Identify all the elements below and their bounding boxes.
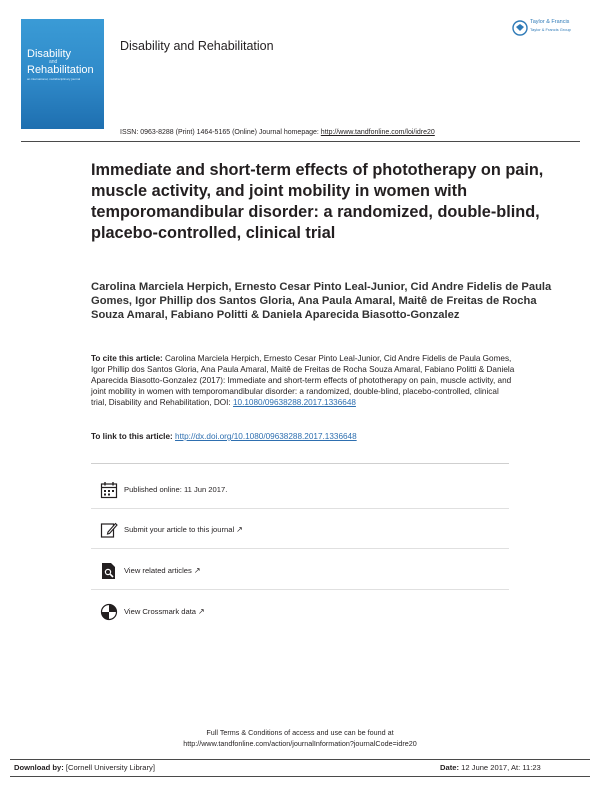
publisher-name: Taylor & Francis Taylor & Francis Group (530, 19, 571, 32)
article-link-label: To link to this article: (91, 432, 173, 441)
crossmark-link[interactable]: View Crossmark data (124, 607, 197, 616)
citation-text: Carolina Marciela Herpich, Ernesto Cesar Pinto Leal-Junior, Cid Andre Fidelis de Paula Gomes, Igor Phillip dos Santos Gloria, Ana Paula Amaral, Maitê de Freitas de Rocha Souza Amaral, Fabiano Politti & Daniela Aparecida Biasotto-Gonzalez (2017): Immediate and short-term effects of phototherapy on pain, muscle activity, and joint mobility in women with temporomandibular disorder: a randomized, double-blind, placebo-controlled, clinical trial, Disability and Rehabilitation, DOI: (91, 354, 515, 407)
row-divider (91, 548, 509, 549)
journal-name: Disability and Rehabilitation (120, 39, 274, 53)
footer-divider-bottom (10, 776, 590, 777)
terms-link[interactable]: http://www.tandfonline.com/action/journalInformation?journalCode=idre20 (183, 739, 417, 748)
cover-title: Disability and Rehabilitation (27, 48, 94, 76)
terms-and-conditions (0, 727, 600, 749)
citation-block (91, 353, 516, 408)
links-divider (91, 463, 509, 464)
citation-label: To cite this article: (91, 354, 163, 363)
header-divider (21, 141, 580, 142)
journal-homepage-link[interactable]: http://www.tandfonline.com/loi/idre20 (320, 129, 435, 136)
crossmark-icon (100, 603, 118, 621)
external-link-icon: ↗ (198, 607, 205, 616)
issn-line: ISSN: 0963-8288 (Print) 1464-5165 (Online) Journal homepage: http://www.tandfonline.com/loi/idre20 (120, 129, 435, 136)
article-title: Immediate and short-term effects of phototherapy on pain, muscle activity, and joint mobility in women with temporomandibular disorder: a randomized, double-blind, placebo-controlled, clinical trial (91, 161, 544, 242)
journal-cover (21, 19, 104, 129)
external-link-icon: ↗ (193, 566, 201, 575)
row-divider (91, 589, 509, 590)
footer-divider (10, 759, 590, 760)
edit-icon (100, 521, 118, 539)
related-articles-link[interactable]: View related articles (124, 566, 192, 575)
submit-article-row[interactable] (100, 521, 500, 541)
published-online-text: Published online: 11 Jun 2017. (124, 485, 228, 494)
published-online-row (100, 481, 500, 501)
crossmark-row[interactable] (100, 603, 500, 623)
citation-doi-link[interactable]: 10.1080/09638288.2017.1336648 (233, 398, 356, 407)
article-doi-link[interactable]: http://dx.doi.org/10.1080/09638288.2017.1336648 (175, 432, 357, 441)
external-link-icon: ↗ (236, 525, 243, 534)
submit-article-link[interactable]: Submit your article to this journal (124, 525, 235, 534)
article-authors: Carolina Marciela Herpich, Ernesto Cesar Pinto Leal-Junior, Cid Andre Fidelis de Paula Gomes, Igor Phillip dos Santos Gloria, Ana Paula Amaral, Maitê de Freitas de Rocha Souza Amaral, Fabiano Politti & Daniela Aparecida Biasotto-Gonzalez (91, 281, 552, 321)
related-articles-row[interactable] (100, 562, 500, 582)
terms-text: Full Terms & Conditions of access and use can be found at (206, 728, 394, 737)
download-by: Download by: [Cornell University Library] (14, 763, 155, 772)
document-search-icon (100, 562, 118, 580)
row-divider (91, 508, 509, 509)
calendar-icon (100, 481, 118, 499)
article-link-line (91, 432, 357, 441)
cover-subtitle: an international, multidisciplinary journal (27, 77, 81, 81)
download-date: Date: 12 June 2017, At: 11:23 (440, 763, 541, 772)
